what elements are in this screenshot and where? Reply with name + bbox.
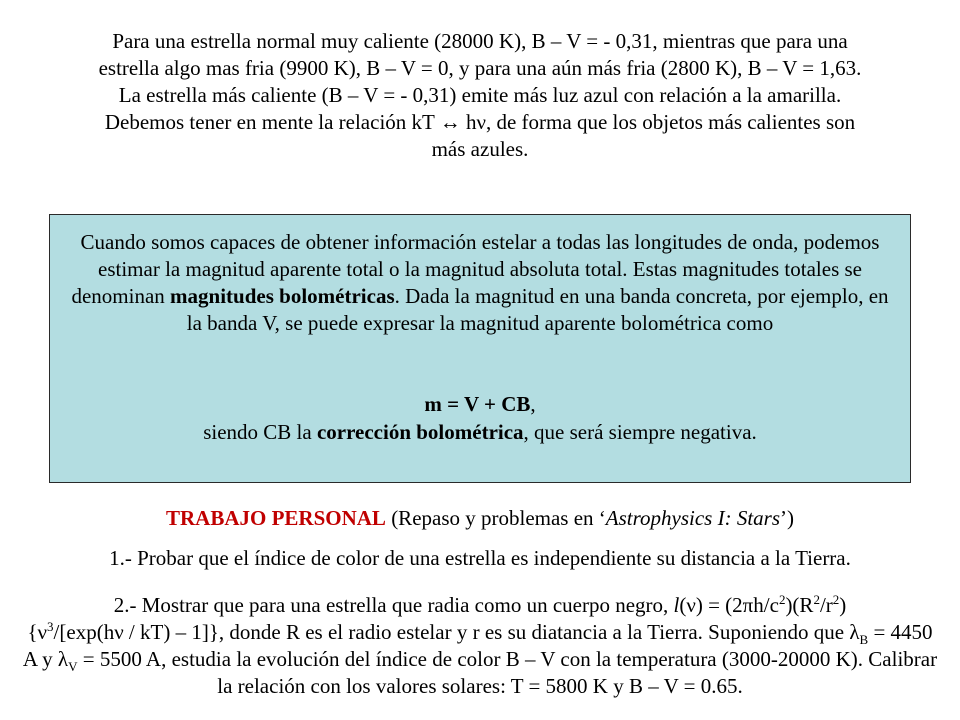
- exercise-2-part-i: = 5500 A, estudia la evolución del índice de color B – V con la temperatura (3000-20000 K). Calibrar la relación con los valores solares: T = 5800 K y B – V = 0.65.: [77, 647, 938, 698]
- exercise-2-part-d: /r: [819, 593, 833, 617]
- exercise-2-part-b: (ν) = (2πh/c: [679, 593, 779, 617]
- note-end: , que será siempre negativa.: [523, 420, 757, 444]
- trabajo-paren-open: (Repaso y problemas en ‘: [385, 506, 606, 530]
- bolometric-box: [49, 214, 911, 483]
- exercise-2-part-h: = 4450 A y λ: [22, 620, 933, 671]
- trabajo-paren-close: ’): [780, 506, 795, 530]
- intro-line-2: estrella algo mas fria (9900 K), B – V = 0, y para una aún más fria (2800 K), B – V = 1,63.: [98, 56, 862, 80]
- exercise-2-sup-r2: 2: [832, 592, 840, 607]
- trabajo-personal-heading: [0, 505, 960, 532]
- exercise-1: 1.- Probar que el índice de color de una estrella es independiente su distancia a la Tierra.: [109, 546, 851, 570]
- note-start: siendo CB la: [203, 420, 317, 444]
- trabajo-book-title: Astrophysics I: Stars: [605, 506, 781, 530]
- intro-paragraph: [30, 28, 930, 163]
- exercise-2-sub-B: B: [859, 632, 869, 648]
- exercise-2: [20, 592, 940, 700]
- formula-comma: ,: [530, 392, 536, 416]
- intro-line-3: La estrella más caliente (B – V = - 0,31) emite más luz azul con relación a la amarilla.: [118, 83, 842, 107]
- intro-line-4: Debemos tener en mente la relación kT ↔ hν, de forma que los objetos más calientes son: [104, 110, 856, 134]
- bolometric-formula: [50, 391, 910, 418]
- exercise-2-sup-R2: 2: [813, 592, 820, 607]
- intro-line-5: más azules.: [431, 137, 529, 161]
- definition-text-start: Cuando somos capaces de obtener información estelar a todas las longitudes de onda, podemos estimar la magnitud aparente total o la magnitud absoluta total. Estas magnitudes totales se denominan: [71, 230, 880, 308]
- exercise-2-part-c: )(R: [785, 593, 814, 617]
- exercise-2-sup-c2: 2: [778, 592, 786, 607]
- exercise-2-sup-nu3: 3: [47, 619, 54, 634]
- exercise-2-l-symbol: l: [673, 593, 680, 617]
- exercise-2-part-e: ): [839, 593, 847, 617]
- exercise-2-part-g: /[exp(hν / kT) – 1]}, donde R es el radio estelar y r es su diatancia a la Tierra. Suponiendo que λ: [53, 620, 860, 644]
- bolometric-correction-note: [50, 419, 910, 446]
- bolometric-definition: [70, 229, 890, 337]
- exercise-2-sub-V: V: [68, 659, 78, 675]
- formula-text: m = V + CB: [424, 392, 531, 416]
- trabajo-title: TRABAJO PERSONAL: [165, 506, 386, 530]
- bolometric-magnitudes-term: magnitudes bolométricas: [170, 284, 395, 308]
- definition-text-end: . Dada la magnitud en una banda concreta, por ejemplo, en la banda V, se puede expresar la magnitud aparente bolométrica como: [186, 284, 889, 335]
- bolometric-correction-term: corrección bolométrica: [316, 420, 524, 444]
- exercise-2-part-f: {ν: [27, 620, 48, 644]
- intro-line-1: Para una estrella normal muy caliente (28000 K), B – V = - 0,31, mientras que para una: [112, 29, 848, 53]
- exercise-2-intro: 2.- Mostrar que para una estrella que radia como un cuerpo negro,: [113, 593, 674, 617]
